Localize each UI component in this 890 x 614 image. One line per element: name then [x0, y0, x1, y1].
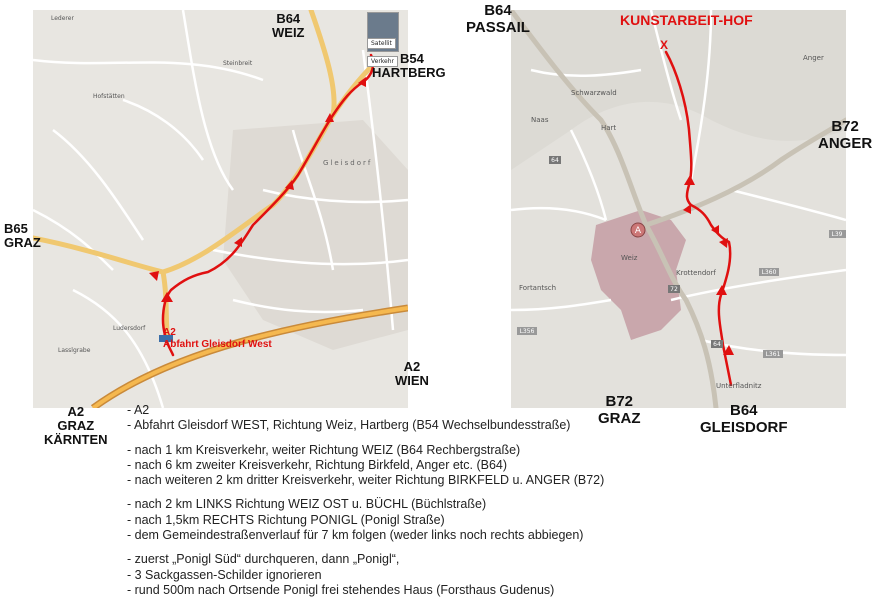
svg-text:Unterfladnitz: Unterfladnitz: [716, 382, 762, 390]
svg-text:Anger: Anger: [803, 54, 824, 62]
place-label: Gleisdorf: [323, 159, 373, 167]
traffic-button[interactable]: Verkehr: [367, 56, 398, 67]
place-label: Lederer: [51, 15, 74, 22]
svg-text:L356: L356: [519, 328, 535, 335]
label-b72-anger: B72 ANGER: [818, 118, 873, 152]
svg-text:64: 64: [551, 157, 559, 164]
direction-step: - A2: [127, 403, 150, 417]
place-label: Steinbreit: [223, 60, 253, 67]
place-label: Ludersdorf: [113, 325, 146, 332]
label-b65-graz: B65 GRAZ: [4, 221, 41, 250]
place-label: Hofstätten: [93, 93, 125, 100]
directions-gap: [127, 488, 747, 497]
svg-text:72: 72: [670, 286, 678, 293]
direction-step: - rund 500m nach Ortsende Ponigl frei stehendes Haus (Forsthaus Gudenus): [127, 582, 555, 597]
svg-text:L39: L39: [831, 231, 843, 238]
label-exit-gleisdorf-west: A2 Abfahrt Gleisdorf West: [163, 327, 272, 350]
label-b64-weiz: B64 WEIZ: [272, 11, 305, 40]
right-map[interactable]: [511, 10, 846, 408]
direction-step: - nach 1 km Kreisverkehr, weiter Richtung WEIZ (B64 Rechbergstraße): [127, 442, 521, 457]
destination-marker-x: X: [660, 38, 669, 52]
direction-step: - Abfahrt Gleisdorf WEST, Richtung Weiz, Hartberg (B54 Wechselbundesstraße): [127, 418, 571, 433]
svg-text:Krottendorf: Krottendorf: [676, 269, 716, 277]
right-map-canvas: [511, 10, 846, 408]
direction-step: - nach 6 km zweiter Kreisverkehr, Richtung Birkfeld, Anger etc. (B64): [127, 457, 508, 472]
svg-text:Naas: Naas: [531, 116, 549, 124]
directions-gap: [127, 434, 747, 443]
label-a2-wien: A2 WIEN: [395, 359, 429, 388]
svg-text:Hart: Hart: [601, 124, 617, 132]
label-kunstarbeit-hof: KUNSTARBEIT-HOF: [620, 12, 753, 28]
directions-list: [127, 403, 747, 598]
svg-text:L360: L360: [761, 269, 777, 276]
directions-gap: [127, 543, 747, 552]
label-a2-graz-kaernten: A2 GRAZ KÄRNTEN: [44, 404, 108, 447]
svg-text:L361: L361: [765, 351, 781, 358]
svg-text:Schwarzwald: Schwarzwald: [571, 89, 617, 97]
satellite-button[interactable]: Satellit: [367, 38, 396, 49]
label-b64-gleisdorf: B64 GLEISDORF: [700, 402, 788, 436]
label-b72-graz: B72 GRAZ: [598, 393, 641, 427]
direction-step: - nach weiteren 2 km dritter Kreisverkehr, weiter Richtung BIRKFELD u. ANGER (B72): [127, 473, 605, 488]
svg-text:Weiz: Weiz: [621, 254, 638, 262]
svg-text:Fortantsch: Fortantsch: [519, 284, 557, 292]
direction-step: - 3 Sackgassen-Schilder ignorieren: [127, 567, 322, 582]
svg-text:64: 64: [713, 341, 721, 348]
direction-step: - zuerst „Ponigl Süd“ durchqueren, dann „Ponigl“,: [127, 552, 400, 567]
direction-step: - nach 2 km LINKS Richtung WEIZ OST u. BÜCHL (Büchlstraße): [127, 497, 487, 512]
direction-step: - nach 1,5km RECHTS Richtung PONIGL (Ponigl Straße): [127, 512, 445, 527]
label-b54-hartberg: B54 HARTBERG: [372, 51, 446, 80]
label-b64-passail: B64 PASSAIL: [466, 2, 530, 36]
marker-a-text: A: [634, 226, 642, 236]
direction-step: - dem Gemeindestraßenverlauf für 7 km folgen (weder links noch rechts abbiegen): [127, 528, 584, 543]
place-label: Lasslgrabe: [58, 347, 91, 354]
